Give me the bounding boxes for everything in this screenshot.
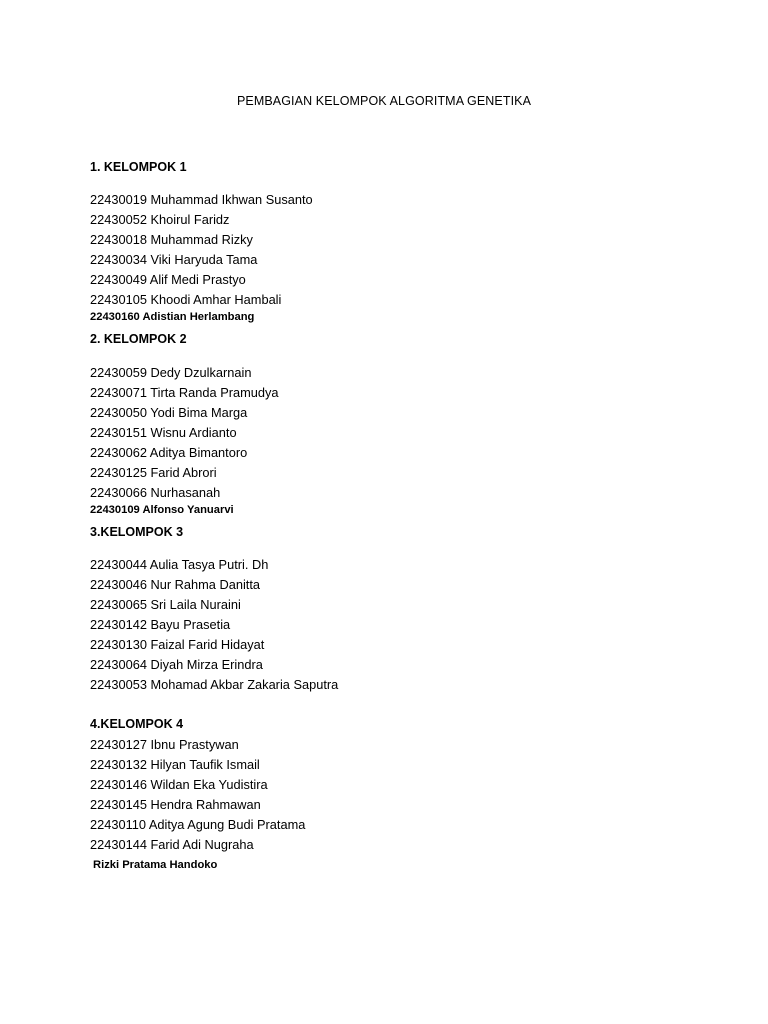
list-item: 22430105 Khoodi Amhar Hambali bbox=[90, 292, 282, 307]
group-3-heading: 3.KELOMPOK 3 bbox=[90, 525, 184, 539]
list-item: 22430064 Diyah Mirza Erindra bbox=[90, 657, 263, 672]
list-item-added: Rizki Pratama Handoko bbox=[93, 859, 218, 871]
list-item: 22430110 Aditya Agung Budi Pratama bbox=[90, 817, 306, 832]
list-item: 22430125 Farid Abrori bbox=[90, 465, 217, 480]
group-2-member-list bbox=[90, 363, 279, 518]
list-item: 22430145 Hendra Rahmawan bbox=[90, 797, 261, 812]
list-item: 22430127 Ibnu Prastywan bbox=[90, 737, 239, 752]
group-4-heading: 4.KELOMPOK 4 bbox=[90, 717, 184, 731]
list-item: 22430034 Viki Haryuda Tama bbox=[90, 252, 258, 267]
list-item: 22430151 Wisnu Ardianto bbox=[90, 425, 237, 440]
list-item: 22430144 Farid Adi Nugraha bbox=[90, 837, 254, 852]
group-2-heading: 2. KELOMPOK 2 bbox=[90, 332, 187, 346]
list-item: 22430059 Dedy Dzulkarnain bbox=[90, 365, 252, 380]
group-4-member-list bbox=[90, 735, 305, 873]
list-item: 22430049 Alif Medi Prastyo bbox=[90, 272, 246, 287]
list-item: 22430062 Aditya Bimantoro bbox=[90, 445, 248, 460]
list-item: 22430053 Mohamad Akbar Zakaria Saputra bbox=[90, 677, 339, 692]
list-item: 22430046 Nur Rahma Danitta bbox=[90, 577, 261, 592]
list-item: 22430050 Yodi Bima Marga bbox=[90, 405, 248, 420]
list-item: 22430066 Nurhasanah bbox=[90, 485, 221, 500]
list-item-added: 22430109 Alfonso Yanuarvi bbox=[90, 504, 234, 516]
list-item: 22430142 Bayu Prasetia bbox=[90, 617, 231, 632]
page-title: PEMBAGIAN KELOMPOK ALGORITMA GENETIKA bbox=[236, 94, 532, 108]
list-item: 22430071 Tirta Randa Pramudya bbox=[90, 385, 279, 400]
list-item: 22430132 Hilyan Taufik Ismail bbox=[90, 757, 260, 772]
list-item: 22430019 Muhammad Ikhwan Susanto bbox=[90, 192, 313, 207]
list-item: 22430052 Khoirul Faridz bbox=[90, 212, 230, 227]
group-1-heading: 1. KELOMPOK 1 bbox=[90, 160, 187, 174]
list-item: 22430130 Faizal Farid Hidayat bbox=[90, 637, 265, 652]
group-1-member-list bbox=[90, 190, 313, 325]
group-3-member-list bbox=[90, 555, 338, 695]
list-item: 22430018 Muhammad Rizky bbox=[90, 232, 253, 247]
list-item-added: 22430160 Adistian Herlambang bbox=[90, 311, 255, 323]
list-item: 22430146 Wildan Eka Yudistira bbox=[90, 777, 268, 792]
list-item: 22430044 Aulia Tasya Putri. Dh bbox=[90, 557, 269, 572]
list-item: 22430065 Sri Laila Nuraini bbox=[90, 597, 241, 612]
